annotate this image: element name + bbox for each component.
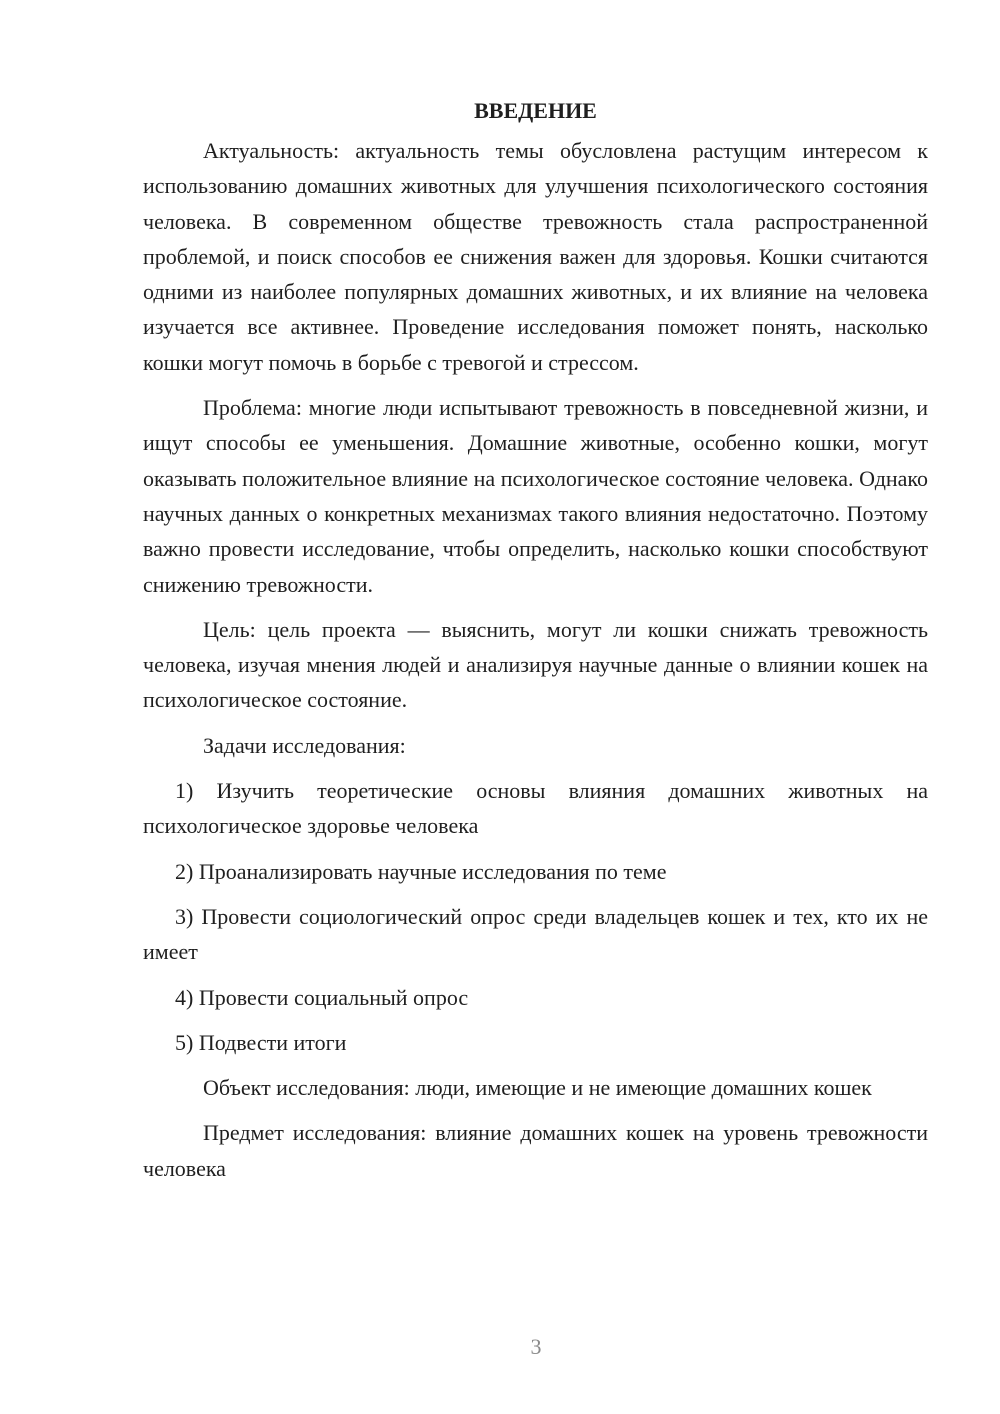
- page-content: [143, 95, 928, 1196]
- subject-paragraph: Предмет исследования: влияние домашних кошек на уровень тревожности человека: [143, 1120, 928, 1181]
- tasks-heading: Задачи исследования:: [203, 732, 406, 758]
- relevance-paragraph: Актуальность: актуальность темы обусловлена растущим интересом к использованию домашних животных для улучшения психологического состояния человека. В современном обществе тревожность стала распространенной проблемой, и поиск способов ее снижения важен для здоровья. Кошки считаются одними из наиболее популярных домашних животных, и их влияние на человека изучается все активнее. Проведение исследования поможет понять, насколько кошки могут помочь в борьбе с тревогой и стрессом.: [143, 138, 928, 375]
- object-paragraph: Объект исследования: люди, имеющие и не имеющие домашних кошек: [203, 1075, 872, 1101]
- problem-paragraph: Проблема: многие люди испытывают тревожность в повседневной жизни, и ищут способы ее уменьшения. Домашние животные, особенно кошки, могут оказывать положительное влияние на психологическое состояние человека. Однако научных данных о конкретных механизмах такого влияния недостаточно. Поэтому важно провести исследование, чтобы определить, насколько кошки способствуют снижению тревожности.: [143, 395, 928, 597]
- task-item-2: 2) Проанализировать научные исследования по теме: [175, 858, 667, 884]
- task-item-5: 5) Подвести итоги: [175, 1029, 347, 1055]
- page-number: 3: [530, 1334, 542, 1359]
- task-item-1: 1) Изучить теоретические основы влияния домашних животных на психологическое здоровье человека: [143, 778, 928, 839]
- task-item-4: 4) Провести социальный опрос: [175, 984, 469, 1010]
- task-item-3: 3) Провести социологический опрос среди владельцев кошек и тех, кто их не имеет: [143, 903, 928, 965]
- page-title: ВВЕДЕНИЕ: [474, 98, 597, 123]
- goal-paragraph: Цель: цель проекта — выяснить, могут ли кошки снижать тревожность человека, изучая мнения людей и анализируя научные данные о влиянии кошек на психологическое состояние.: [143, 616, 928, 713]
